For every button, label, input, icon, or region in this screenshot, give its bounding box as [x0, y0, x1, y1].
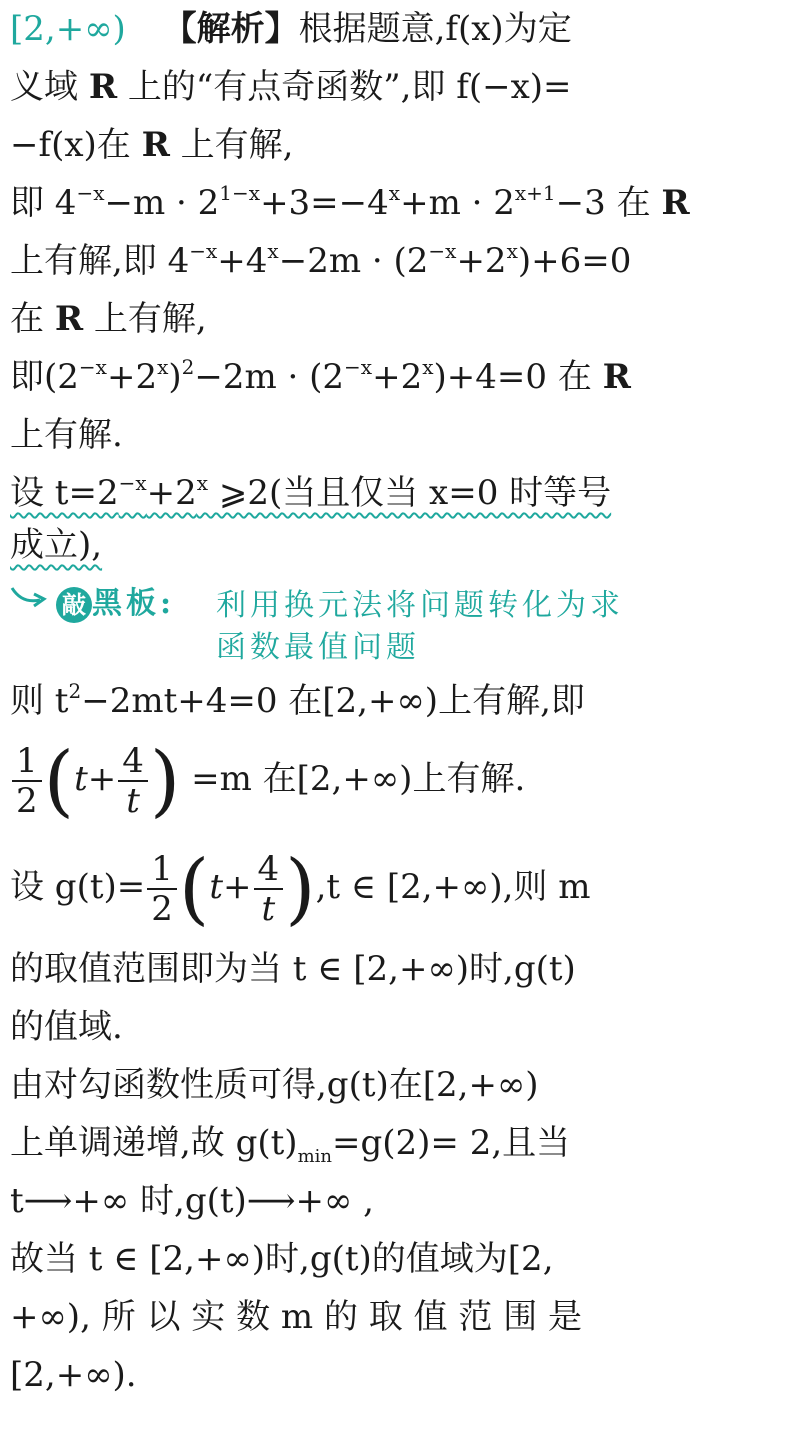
numerator: 1: [147, 850, 177, 890]
solution-line-17: [10, 1122, 790, 1167]
text-segment: 上有解,: [83, 299, 207, 339]
arrow-icon: [10, 582, 50, 612]
text-segment: 设 t=2: [10, 473, 119, 513]
text-segment: 的取值范围即为当 t ∈ [2,+∞)时,g(t): [10, 949, 576, 989]
numerator: 4: [118, 742, 148, 782]
solution-line-4: [10, 182, 790, 224]
text-segment: +m · 2: [400, 183, 515, 223]
wavy-highlight: 成立),: [10, 525, 103, 565]
text-segment: ⩾2(当且仅当 x=0 时等号: [208, 473, 612, 513]
denominator: 2: [151, 889, 173, 929]
text-segment: −2m · (2: [278, 241, 429, 281]
text-segment: 即(2: [10, 357, 79, 397]
text-segment: )+6=0: [517, 241, 632, 281]
text-segment: 在: [10, 299, 55, 339]
numerator: 1: [12, 742, 42, 782]
exponent: x: [506, 239, 518, 263]
real-set-symbol: R: [54, 299, 84, 339]
text-segment: 由对勾函数性质可得,g(t)在[2,+∞): [10, 1065, 539, 1105]
text-segment: −3 在: [555, 183, 662, 223]
wavy-highlight: [10, 473, 611, 513]
note-text-line-2: 函数最值问题: [216, 630, 420, 665]
text-segment: 则 t: [10, 681, 69, 721]
note-text-line-1: 利用换元法将问题转化为求: [216, 588, 624, 623]
solution-line-8: [10, 414, 790, 456]
solution-line-7: [10, 356, 790, 398]
note-heading: [56, 578, 175, 623]
exponent: −x: [76, 181, 105, 205]
blackboard-note: [10, 578, 790, 668]
exponent: x: [388, 181, 401, 205]
exponent: x: [157, 355, 169, 379]
solution-line-15: [10, 1006, 790, 1048]
exponent: −x: [344, 355, 373, 379]
text-segment: +2: [146, 473, 197, 513]
text-segment: [2,+∞).: [10, 1355, 137, 1395]
exponent: −x: [189, 239, 218, 263]
solution-line-18: [10, 1180, 790, 1222]
right-paren: ): [285, 844, 316, 934]
solution-line-12: [10, 734, 790, 824]
real-set-symbol: R: [602, 357, 631, 397]
note-heading-text: 黑板:: [92, 586, 176, 621]
text-segment: t⟶+∞ 时,g(t)⟶+∞ ,: [10, 1181, 374, 1221]
text-segment: ,t ∈ [2,+∞),则 m: [315, 867, 591, 907]
answer-text: [2,+∞): [10, 9, 126, 49]
text-segment: −2mt+4=0 在[2,+∞)上有解,即: [81, 681, 585, 721]
exponent: x: [422, 355, 434, 379]
subscript: min: [297, 1146, 332, 1167]
exponent: 2: [181, 355, 195, 379]
right-paren: ): [149, 736, 181, 826]
exponent: x+1: [514, 181, 556, 205]
text-segment: −m · 2: [104, 183, 220, 223]
denominator: t: [126, 781, 140, 821]
text-segment: )+4=0 在: [433, 357, 603, 397]
exponent: x: [267, 239, 279, 263]
text-segment: 故当 t ∈ [2,+∞)时,g(t)的值域为[2,: [10, 1239, 554, 1279]
denominator: t: [261, 889, 276, 929]
real-set-symbol: R: [661, 183, 690, 223]
solution-line-13: [10, 842, 790, 932]
solution-line-5: [10, 240, 790, 282]
text-segment: =m 在[2,+∞)上有解.: [191, 759, 526, 799]
text-segment: 上单调递增,故 g(t): [10, 1123, 298, 1163]
solution-line-10: [10, 524, 790, 566]
text-segment: ): [168, 357, 182, 397]
text-segment: =g(2)= 2,且当: [332, 1123, 571, 1163]
real-set-symbol: R: [141, 125, 170, 165]
text-segment: −f(x)在: [10, 125, 142, 165]
solution-line-2: [10, 66, 790, 108]
fraction-one-half: [147, 850, 177, 928]
text-segment: +2: [456, 241, 507, 281]
text-segment: 上有解,即 4: [10, 241, 190, 281]
solution-line-6: [10, 298, 790, 340]
exponent: −x: [118, 471, 147, 495]
real-set-symbol: R: [88, 67, 118, 107]
text-segment: +3=−4: [260, 183, 389, 223]
numerator: 4: [254, 850, 284, 890]
solution-line-11: [10, 680, 790, 722]
solution-line-3: [10, 124, 790, 166]
exponent: −x: [428, 239, 457, 263]
denominator: 2: [16, 781, 38, 821]
text-segment: t+: [209, 867, 252, 907]
text-segment: 的值域.: [10, 1007, 123, 1047]
fraction-one-half: [12, 742, 42, 820]
solution-line-9: [10, 472, 790, 514]
text-segment: 上的“有点奇函数”,即 f(−x)=: [117, 67, 572, 107]
exponent: 1−x: [219, 181, 261, 205]
solution-line-21: [10, 1354, 790, 1396]
fraction-four-over-t: [254, 850, 284, 928]
solution-line-14: [10, 948, 790, 990]
note-badge-icon: 敲: [56, 587, 92, 623]
text-segment: +2: [106, 357, 158, 397]
solution-line-1: [10, 8, 790, 50]
text-segment: 上有解,: [169, 125, 294, 165]
text-segment: +4: [217, 241, 268, 281]
text-segment: 根据题意,f(x)为定: [298, 9, 572, 49]
text-segment: 即 4: [10, 183, 77, 223]
analysis-label: 【解析】: [162, 9, 299, 49]
exponent: 2: [68, 679, 82, 703]
text-segment: 上有解.: [10, 415, 123, 455]
text-segment: 设 g(t)=: [10, 867, 146, 907]
text-segment: +∞), 所 以 实 数 m 的 取 值 范 围 是: [10, 1297, 583, 1337]
exponent: x: [196, 471, 209, 495]
text-segment: 义域: [10, 67, 89, 107]
text-segment: t+: [74, 759, 117, 799]
left-paren: (: [178, 844, 210, 934]
text-segment: −2m · (2: [194, 357, 345, 397]
fraction-four-over-t: [118, 742, 148, 820]
solution-line-16: [10, 1064, 790, 1106]
solution-line-20: [10, 1296, 790, 1338]
solution-line-19: [10, 1238, 790, 1280]
text-segment: +2: [372, 357, 423, 397]
exponent: −x: [78, 355, 107, 379]
left-paren: (: [43, 736, 75, 826]
